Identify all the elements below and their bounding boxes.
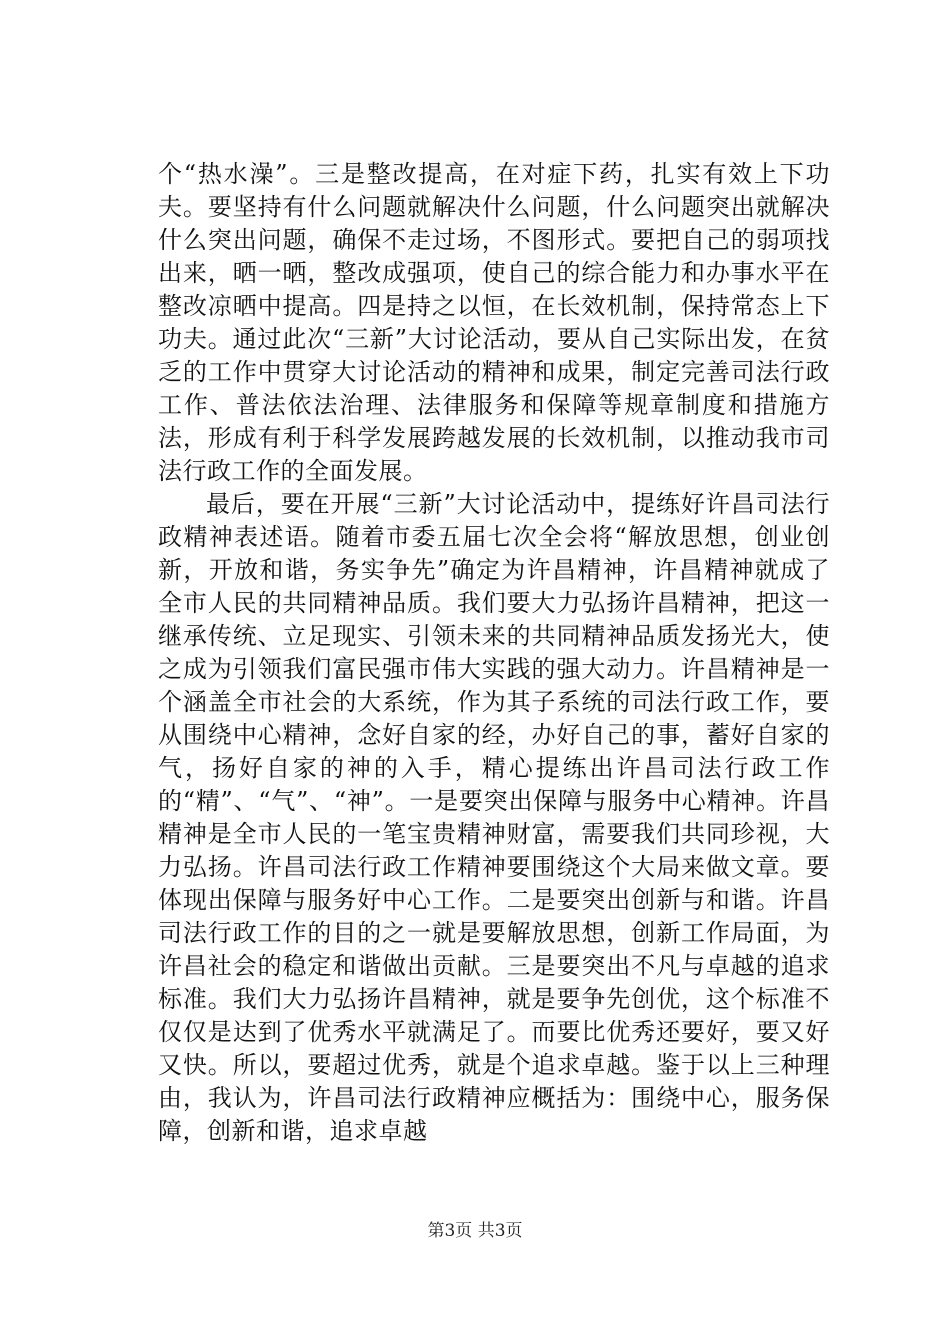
paragraph-continuation: 个“热水澡”。三是整改提高，在对症下药，扎实有效上下功夫。要坚持有什么问题就解决什么问题，什么问题突出就解决什么突出问题，确保不走过场，不图形式。要把自己的弱项找出来，晒一晒，整改成强项，使自己的综合能力和办事水平在整改凉晒中提高。四是持之以恒，在长效机制，保持常态上下功夫。通过此次“三新”大讨论活动，要从自己实际出发，在贫乏的工作中贯穿大讨论活动的精神和成果，制定完善司法行政工作、普法依法治理、法律服务和保障等规章制度和措施方法，形成有利于科学发展跨越发展的长效机制，以推动我市司法行政工作的全面发展。 — [158, 160, 830, 485]
document-body — [158, 158, 830, 1148]
page-footer: 第3页 共3页 — [427, 1221, 523, 1241]
paragraph-conclusion: 最后，要在开展“三新”大讨论活动中，提练好许昌司法行政精神表述语。随着市委五届七次全会将“解放思想，创业创新，开放和谐，务实争先”确定为许昌精神，许昌精神就成了全市人民的共同精神品质。我们要大力弘扬许昌精神，把这一继承传统、立足现实、引领未来的共同精神品质发扬光大，使之成为引领我们富民强市伟大实践的强大动力。许昌精神是一个涵盖全市社会的大系统，作为其子系统的司法行政工作，要从围绕中心精神，念好自家的经，办好自己的事，蓄好自家的气，扬好自家的神的入手，精心提练出许昌司法行政工作的“精”、“气”、“神”。一是要突出保障与服务中心精神。许昌精神是全市人民的一笔宝贵精神财富，需要我们共同珍视，大力弘扬。许昌司法行政工作精神要围绕这个大局来做文章。要体现出保障与服务好中心工作。二是要突出创新与和谐。许昌司法行政工作的目的之一就是要解放思想，创新工作局面，为许昌社会的稳定和谐做出贡献。三是要突出不凡与卓越的追求标准。我们大力弘扬许昌精神，就是要争先创优，这个标准不仅仅是达到了优秀水平就满足了。而要比优秀还要好，要又好又快。所以，要超过优秀，就是个追求卓越。鉴于以上三种理由，我认为，许昌司法行政精神应概括为：围绕中心，服务保障，创新和谐，追求卓越 — [158, 490, 830, 1145]
